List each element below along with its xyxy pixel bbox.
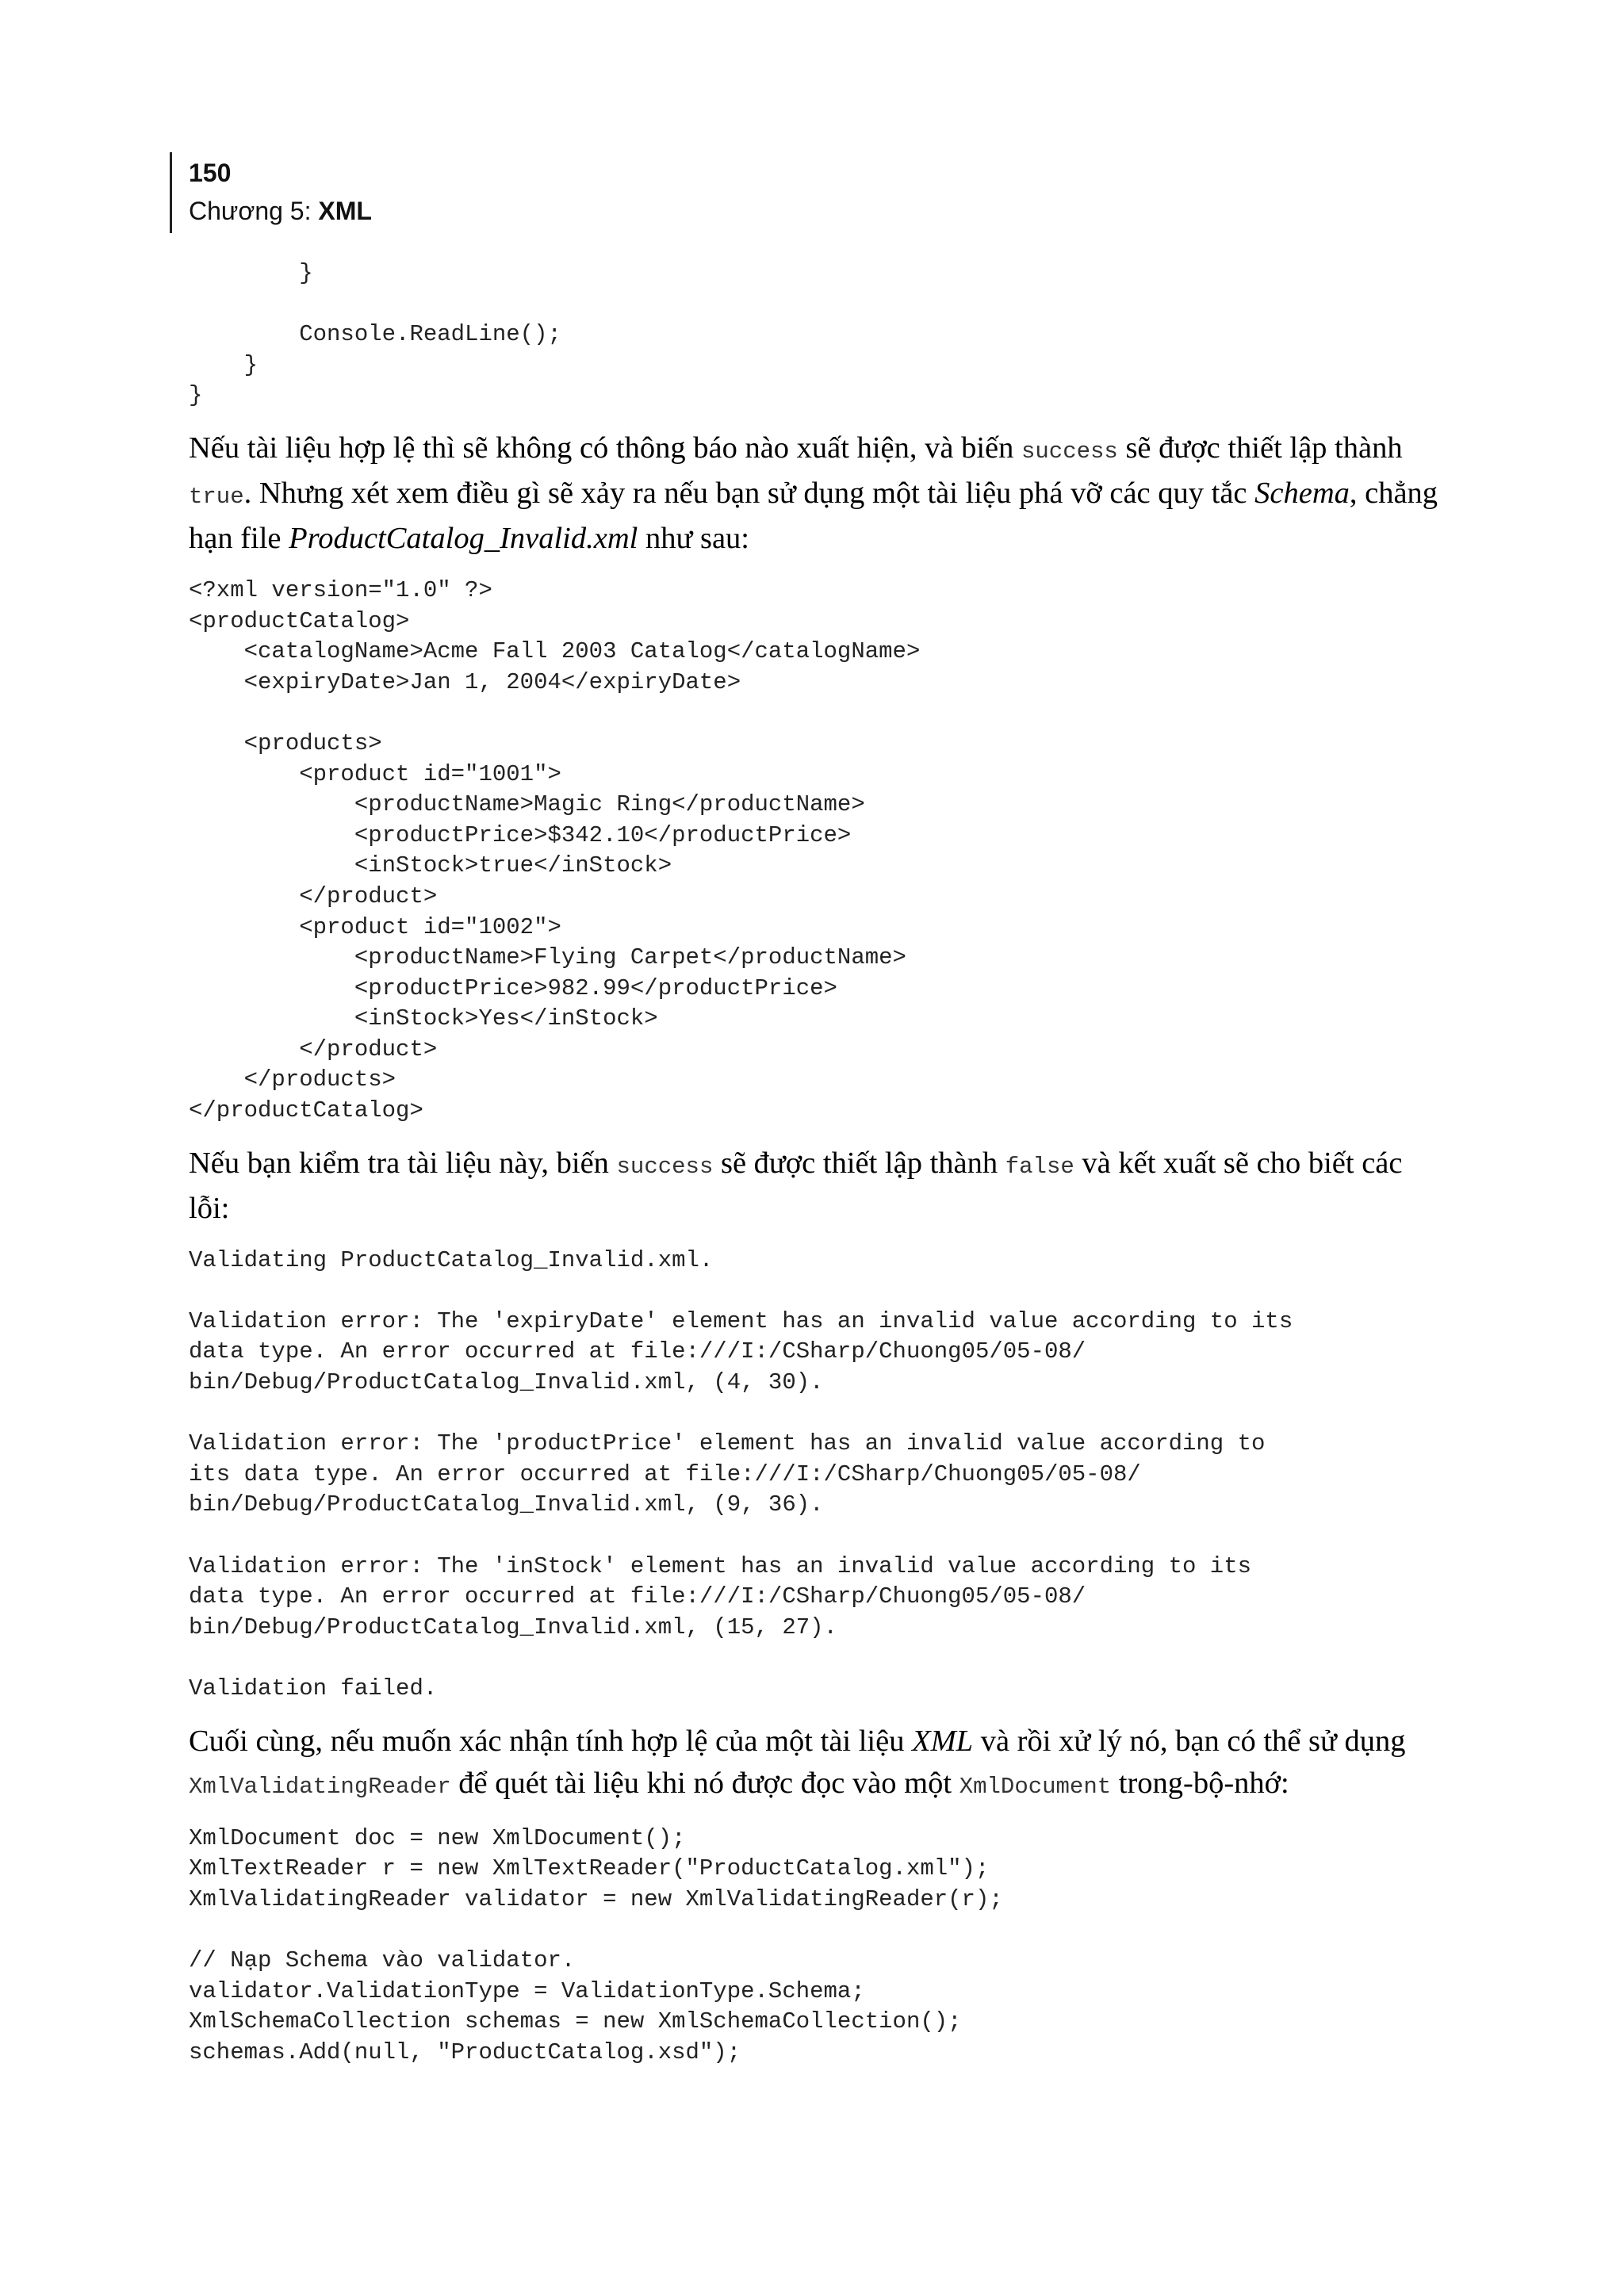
- code-block-top: } Console.ReadLine(); } }: [189, 260, 561, 409]
- para2-code-false: false: [1005, 1153, 1074, 1180]
- para3-text-1: Cuối cùng, nếu muốn xác nhận tính hợp lệ của một tài liệu: [189, 1724, 913, 1758]
- para1-code-success: success: [1021, 438, 1118, 465]
- para3-code-xmldocument: XmlDocument: [959, 1773, 1112, 1800]
- chapter-title: XML: [318, 197, 372, 225]
- para3-text-3: để quét tài liệu khi nó được đọc vào một: [450, 1766, 959, 1800]
- code-block-output: Validating ProductCatalog_Invalid.xml. Validation error: The 'expiryDate' element has an invalid value according to its data type. An error occurred at file:///I:/CSharp/Chuong05/05-08/ bin/Debug/ProductCatalog_Invalid.xml, (4, 30). Validation error: The 'productPrice' element has an invalid value according to its data type. An error occurred at file:///I:/CSharp/Chuong05/05-08/ bin/Debug/ProductCatalog_Invalid.xml, (9, 36). Validation error: The 'inStock' element has an invalid value according to its data type. An error occurred at file:///I:/CSharp/Chuong05/05-08/ bin/Debug/ProductCatalog_Invalid.xml, (15, 27). Validation failed.: [189, 1246, 1293, 1702]
- chapter-heading: [189, 195, 372, 227]
- para1-text-4: , chẳng hạn file: [189, 476, 1438, 555]
- para2-text-2: sẽ được thiết lập thành: [713, 1146, 1005, 1180]
- para1-italic-filename: ProductCatalog_Invalid.xml: [289, 521, 638, 555]
- code-block-bottom: XmlDocument doc = new XmlDocument(); XmlTextReader r = new XmlTextReader("ProductCatalog.xml"); XmlValidatingReader validator = new XmlValidatingReader(r); // Nạp Schema vào validator. validator.ValidationType = ValidationType.Schema; XmlSchemaCollection schemas = new XmlSchemaCollection(); schemas.Add(null, "ProductCatalog.xsd");: [189, 1824, 1003, 2065]
- para3-text-4: trong-bộ-nhớ:: [1111, 1766, 1289, 1800]
- paragraph-1: [189, 427, 1450, 560]
- header-rule: [170, 152, 172, 233]
- para3-text-2: và rồi xử lý nó, bạn có thể sử dụng: [973, 1724, 1406, 1758]
- para1-text-2: sẽ được thiết lập thành: [1117, 431, 1403, 465]
- para2-code-success: success: [616, 1153, 714, 1180]
- paragraph-2: [189, 1143, 1450, 1230]
- para1-italic-schema: Schema: [1254, 476, 1350, 510]
- chapter-prefix: Chương 5:: [189, 197, 319, 225]
- para3-italic-xml: XML: [912, 1724, 974, 1758]
- para2-text-1: Nếu bạn kiểm tra tài liệu này, biến: [189, 1146, 617, 1180]
- page-number: 150: [189, 159, 232, 187]
- para1-text-1: Nếu tài liệu hợp lệ thì sẽ không có thông báo nào xuất hiện, và biến: [189, 431, 1021, 465]
- para1-text-5: như sau:: [638, 521, 749, 555]
- paragraph-3: [189, 1721, 1450, 1808]
- code-block-xml: <?xml version="1.0" ?> <productCatalog> <catalogName>Acme Fall 2003 Catalog</catalogName> <expiryDate>Jan 1, 2004</expiryDate> <products> <product id="1001"> <productName>Magic Ring</productName> <productPrice>$342.10</productPrice> <inStock>true</inStock> </product> <product id="1002"> <productName>Flying Carpet</productName> <productPrice>982.99</productPrice> <inStock>Yes</inStock> </product> </products> </productCatalog>: [189, 576, 921, 1124]
- para1-code-true: true: [189, 483, 244, 510]
- para1-text-3: . Nhưng xét xem điều gì sẽ xảy ra nếu bạn sử dụng một tài liệu phá vỡ các quy tắc: [243, 476, 1255, 510]
- para3-code-validatingreader: XmlValidatingReader: [189, 1773, 451, 1800]
- para2-text-3: và kết xuất sẽ cho biết các lỗi:: [189, 1146, 1403, 1225]
- page-content: [189, 258, 1450, 2068]
